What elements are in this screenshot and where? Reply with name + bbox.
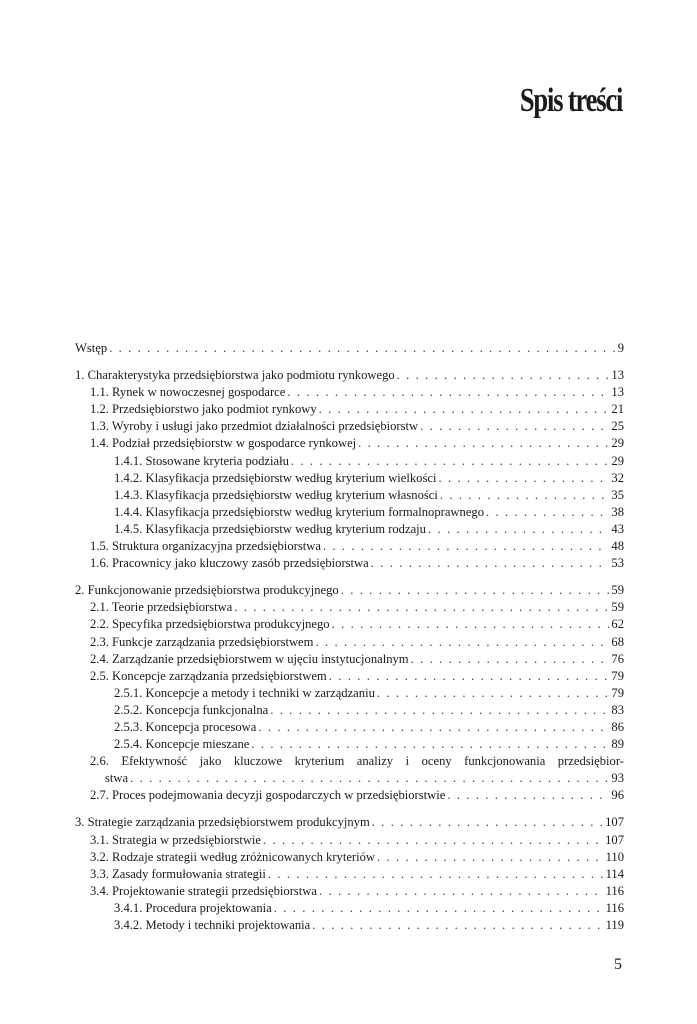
toc-entry [75, 555, 624, 572]
toc-entry [75, 521, 624, 538]
dot-leader [263, 832, 603, 849]
toc-entry [75, 753, 624, 770]
toc-entry [75, 384, 624, 401]
toc-entry-page: 43 [611, 521, 624, 536]
toc-entry-page: 29 [611, 436, 624, 451]
toc-entry-page: 32 [611, 470, 624, 485]
toc-entry [75, 866, 624, 883]
toc-entry [75, 770, 624, 787]
toc-entry-label: 3.3. Zasady formułowania strategii [90, 866, 266, 881]
dot-leader [438, 470, 609, 487]
toc-entry-label: 1.4. Podział przedsiębiorstw w gospodarce rynkowej [90, 436, 357, 451]
toc-entry [75, 917, 624, 934]
toc-entry-page: 110 [605, 849, 624, 864]
dot-leader [274, 900, 604, 917]
toc-entry [75, 702, 624, 719]
toc-entry-label: stwa [105, 771, 129, 786]
dot-leader [130, 770, 609, 787]
dot-leader [315, 634, 609, 651]
toc-entry-label: 1.3. Wyroby i usługi jako przedmiot działalności przedsiębiorstw [90, 419, 419, 434]
dot-leader [258, 719, 609, 736]
toc-entry-page: 21 [611, 402, 624, 417]
dot-leader [234, 599, 609, 616]
toc-entry-label: 2.5.3. Koncepcja procesowa [114, 719, 257, 734]
dot-leader [287, 384, 609, 401]
dot-leader [312, 917, 603, 934]
dot-leader [329, 668, 610, 685]
toc-entry-label: 1.6. Pracownicy jako kluczowy zasób przedsiębiorstwa [90, 556, 369, 571]
dot-leader [397, 367, 610, 384]
dot-leader [428, 521, 609, 538]
toc-entry [75, 616, 624, 633]
dot-leader [319, 883, 604, 900]
toc-entry-page: 79 [611, 685, 624, 700]
toc-entry [75, 453, 624, 470]
toc-entry-page: 68 [611, 634, 624, 649]
toc-entry [75, 435, 624, 452]
toc-entry-page: 53 [611, 556, 624, 571]
dot-leader [358, 435, 609, 452]
toc-entry-label: 2. Funkcjonowanie przedsiębiorstwa produkcyjnego [75, 583, 339, 598]
toc-entry-label: 2.6. Efektywność jako kluczowe kryterium analizy i oceny funkcjonowania przedsiębior- [90, 754, 624, 769]
toc-entry-label: 2.4. Zarządzanie przedsiębiorstwem w ujęciu instytucjonalnym [90, 651, 409, 666]
toc-entry-page: 114 [605, 866, 624, 881]
toc-entry-label: 1. Charakterystyka przedsiębiorstwa jako podmiotu rynkowego [75, 368, 395, 383]
dot-leader [440, 487, 610, 504]
toc-entry-page: 86 [611, 719, 624, 734]
toc-entry-page: 13 [611, 385, 624, 400]
toc-entry [75, 634, 624, 651]
toc-entry-label: 2.5. Koncepcje zarządzania przedsiębiorstwem [90, 668, 327, 683]
toc-entry [75, 340, 624, 357]
toc-entry-label: 3.4.1. Procedura projektowania [114, 900, 272, 915]
toc-entry-page: 59 [611, 583, 624, 598]
toc-entry [75, 599, 624, 616]
page-title: Spis treści [519, 82, 622, 119]
toc-entry-label: 2.3. Funkcje zarządzania przedsiębiorstwem [90, 634, 314, 649]
toc-entry [75, 651, 624, 668]
dot-leader [341, 582, 610, 599]
toc-entry-label: 1.5. Struktura organizacyjna przedsiębiorstwa [90, 539, 321, 554]
toc-entry-label: 1.4.1. Stosowane kryteria podziału [114, 453, 289, 468]
toc-entry-page: 83 [611, 702, 624, 717]
toc-entry-label: 2.2. Specyfika przedsiębiorstwa produkcyjnego [90, 617, 330, 632]
dot-leader [109, 340, 616, 357]
toc-entry-page: 76 [611, 651, 624, 666]
toc-entry-page: 29 [611, 453, 624, 468]
toc-entry [75, 685, 624, 702]
toc-entry-label: 1.1. Rynek w nowoczesnej gospodarce [90, 385, 286, 400]
toc-entry-page: 79 [611, 668, 624, 683]
toc-entry [75, 849, 624, 866]
toc-entry [75, 814, 624, 831]
dot-leader [270, 702, 609, 719]
toc-entry [75, 883, 624, 900]
toc-entry-page: 96 [611, 788, 624, 803]
toc-entry-page: 13 [611, 368, 624, 383]
toc-entry [75, 401, 624, 418]
page-number: 5 [614, 956, 622, 973]
toc-entry [75, 504, 624, 521]
toc-entry-label: 3.4.2. Metody i techniki projektowania [114, 918, 311, 932]
toc-entry-page: 89 [611, 737, 624, 752]
dot-leader [486, 504, 609, 521]
toc-entry-page: 116 [605, 900, 624, 915]
toc-entry-label: 3. Strategie zarządzania przedsiębiorstwem produkcyjnym [75, 815, 370, 830]
toc-entry [75, 900, 624, 917]
toc-entry [75, 719, 624, 736]
dot-leader [323, 538, 609, 555]
dot-leader [377, 849, 604, 866]
toc-entry-label: 1.2. Przedsiębiorstwo jako podmiot rynkowy [90, 402, 317, 417]
toc-entry-page: 59 [611, 600, 624, 615]
toc-entry-label: 2.5.1. Koncepcje a metody i techniki w zarządzaniu [114, 685, 375, 700]
toc-entry-page: 107 [605, 832, 624, 847]
dot-leader [420, 418, 609, 435]
toc-entry-label: 2.1. Teorie przedsiębiorstwa [90, 600, 233, 615]
toc-entry-page: 119 [605, 918, 624, 932]
dot-leader [332, 616, 610, 633]
dot-leader [377, 685, 610, 702]
toc-entry-label: 1.4.2. Klasyfikacja przedsiębiorstw według kryterium wielkości [114, 470, 437, 485]
toc-entry [75, 736, 624, 753]
dot-leader [372, 814, 603, 831]
toc-entry-page: 25 [611, 419, 624, 434]
toc-entry-label: 1.4.3. Klasyfikacja przedsiębiorstw według kryterium własności [114, 487, 438, 502]
dot-leader [411, 651, 610, 668]
toc-entry [75, 367, 624, 384]
table-of-contents [75, 340, 624, 934]
toc-entry [75, 418, 624, 435]
toc-entry-page: 62 [611, 617, 624, 632]
dot-leader [319, 401, 610, 418]
toc-entry [75, 668, 624, 685]
toc-entry-page: 116 [605, 883, 624, 898]
toc-entry [75, 538, 624, 555]
toc-entry [75, 787, 624, 804]
dot-leader [251, 736, 609, 753]
toc-entry-label: 3.4. Projektowanie strategii przedsiębiorstwa [90, 883, 317, 898]
toc-entry-label: 2.5.4. Koncepcje mieszane [114, 737, 250, 752]
toc-entry [75, 582, 624, 599]
toc-entry-label: 2.5.2. Koncepcja funkcjonalna [114, 702, 269, 717]
dot-leader [268, 866, 604, 883]
toc-entry-page: 48 [611, 539, 624, 554]
toc-entry-label: 1.4.4. Klasyfikacja przedsiębiorstw według kryterium formalnoprawnego [114, 504, 485, 519]
toc-entry-label: 3.1. Strategia w przedsiębiorstwie [90, 832, 262, 847]
toc-entry-page: 38 [611, 504, 624, 519]
dot-leader [447, 787, 609, 804]
toc-entry-label: 2.7. Proces podejmowania decyzji gospodarczych w przedsiębiorstwie [90, 788, 446, 803]
toc-entry-label: 1.4.5. Klasyfikacja przedsiębiorstw według kryterium rodzaju [114, 521, 426, 536]
toc-entry [75, 470, 624, 487]
toc-entry [75, 487, 624, 504]
dot-leader [371, 555, 610, 572]
toc-entry-label: 3.2. Rodzaje strategii według zróżnicowanych kryteriów [90, 849, 376, 864]
toc-entry-page: 93 [611, 771, 624, 786]
toc-entry [75, 832, 624, 849]
dot-leader [291, 453, 610, 470]
toc-entry-page: 35 [611, 487, 624, 502]
toc-entry-page: 9 [617, 341, 624, 355]
toc-entry-page: 107 [605, 815, 624, 830]
toc-entry-label: Wstęp [75, 341, 108, 355]
